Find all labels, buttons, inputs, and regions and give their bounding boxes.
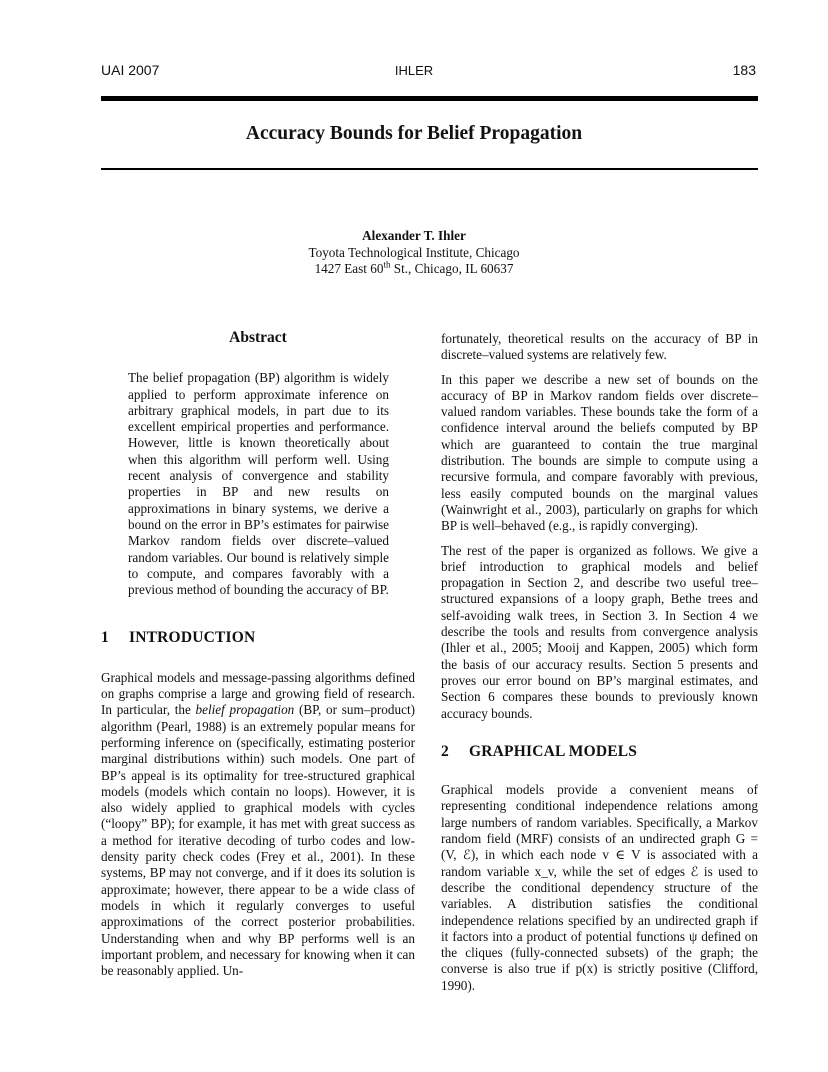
intro-paragraph-1: Graphical models and message-passing algorithms defined on graphs comprise a large and growing field of research. In particular, the belief propagation (BP, or sum–product) algorithm (Pearl, 1988) is an extremely popular means for performing inference on (specifically, estimating posterior marginal distributions within) such models. One part of BP’s appeal is its optimality for tree-structured graphical models (models which contain no loops). However, it is also widely applied to graphical models with cycles (“loopy” BP); for example, it has met with great success as a method for iterative decoding of turbo codes and low-density parity check codes (Frey et al., 2001). In these systems, BP may not converge, and if it does its solution is approximate; however, there appear to be a wide class of models in which it regularly converges to useful approximations of the correct posterior probabilities. Understanding when and why BP performs well is an important problem, and necessary for knowing when it can be reasonably applied. Un- xyxy=(101,669,416,979)
abstract-heading: Abstract xyxy=(229,329,287,346)
abstract-body: The belief propagation (BP) algorithm is widely applied to perform approximate inference on arbitrary graphical models, in part due to its excellent empirical properties and performance. However, little is known theoretically about when this algorithm will perform well. Using recent analysis of convergence and stability properties in BP and new results on approximations in binary systems, we derive a bound on the error in BP’s estimates for pairwise Markov random fields over discrete–valued random variables. Our bound is relatively simple to compute, and compares favorably with a previous method of bounding the accuracy of BP. xyxy=(128,370,389,598)
left-column xyxy=(101,330,415,979)
intro-paragraph-2: In this paper we describe a new set of bounds on the accuracy of BP in Markov random fields over discrete–valued random variables. These bounds take the form of a confidence interval around the beliefs computed by BP which are guaranteed to contain the true marginal distribution. The bounds are simple to compute using a recursive formula, and compare favorably with previous, less easily computed bounds on the marginal values (Wainwright et al., 2003), particularly on graphs for which BP is well–behaved (e.g., is rapidly converging). xyxy=(441,371,758,534)
right-column xyxy=(441,331,758,994)
running-header-author: IHLER xyxy=(394,63,434,78)
section-heading-introduction: 1 INTRODUCTION xyxy=(101,629,256,647)
title-rule-bottom xyxy=(101,168,758,170)
section-heading-graphical-models: 2 GRAPHICAL MODELS xyxy=(441,742,638,760)
graphical-models-paragraph-1: Graphical models provide a convenient means of representing conditional independence relations among large numbers of random variables. Specifically, a Markov random field (MRF) consists of an undirected graph G = (V, ℰ), in which each node v ∈ V is associated with a random variable x_v, while the set of edges ℰ is used to describe the conditional dependency structure of the variables. A distribution satisfies the conditional independence relations specified by an undirected graph if it factors into a product of potential functions ψ defined on the cliques (fully-connected subsets) of the graph; the converse is also true if p(x) is strictly positive (Clifford, 1990). xyxy=(441,782,758,993)
intro-paragraph-3: The rest of the paper is organized as follows. We give a brief introduction to graphical models and belief propagation in Section 2, and describe two useful tree–structured expansions of a loopy graph, Bethe trees and self-avoiding walk trees, in Section 3. In Section 4 we describe the tools and results from convergence analysis (Ihler et al., 2005; Mooij and Kappen, 2005) which form the basis of our accuracy results. Section 5 presents and proves our error bound on BP’s marginal estimates, and Section 6 compares these bounds to previously known accuracy bounds. xyxy=(441,542,758,721)
author-address: 1427 East 60th St., Chicago, IL 60637 xyxy=(314,259,514,276)
page-number: 183 xyxy=(732,62,756,78)
author-name: Alexander T. Ihler xyxy=(362,228,466,243)
paper-title: Accuracy Bounds for Belief Propagation xyxy=(245,123,583,144)
running-header-venue: UAI 2007 xyxy=(101,62,160,78)
title-rule-top xyxy=(101,96,758,101)
author-affiliation: Toyota Technological Institute, Chicago xyxy=(308,245,520,260)
intro-paragraph-1-continued: fortunately, theoretical results on the accuracy of BP in discrete–valued systems are relatively few. xyxy=(441,331,758,363)
